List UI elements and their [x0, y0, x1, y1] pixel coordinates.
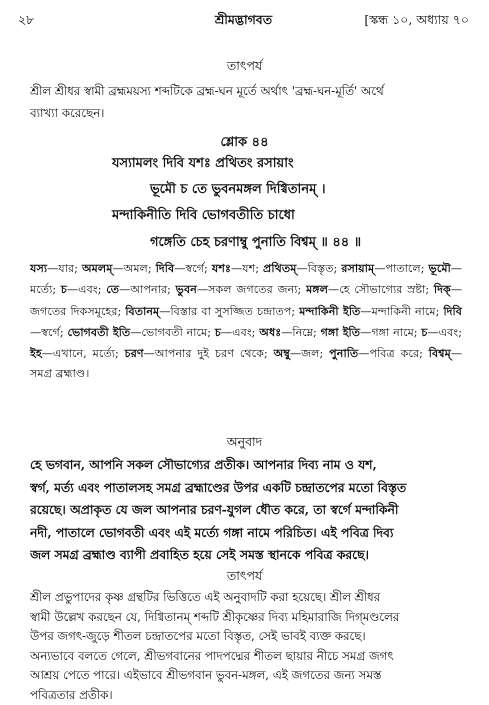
- synonym-meaning: বিস্তার বা সুসজ্জিত চন্দ্রাতপ;: [170, 305, 295, 318]
- synonym-word: মন্দাকিনী ইতি: [299, 304, 360, 318]
- synonym-word: চ: [215, 325, 221, 339]
- synonym-meaning: জগতের দিকসমূহের;: [30, 305, 121, 318]
- translation-line: রয়েছে। অপ্রাকৃত যে জল আপনার চরণ-যুগল ধৌত করে, তা স্বর্গে মন্দাকিনী: [30, 499, 462, 522]
- page-header: [18, 12, 469, 30]
- purport-line: শ্রীল প্রভুপাদের কৃষ্ণ গ্রন্থটির ভিত্তিতে এই অনুবাদটি করা হয়েছে। শ্রীল শ্রীধর: [30, 588, 462, 608]
- purport-heading: তাৎপর্য: [0, 58, 489, 78]
- purport-paragraph: [30, 81, 462, 125]
- synonym-meaning: গঙ্গা নামে;: [371, 326, 417, 339]
- synonym-meaning: জল;: [301, 347, 323, 360]
- translation-line: নদী, পাতালে ভোগবতী এবং এই মর্ত্যে গঙ্গা নামে পরিচিত। এই পবিত্র দিব্য: [30, 522, 462, 545]
- synonym-meaning: সকল জগতের জন্য;: [208, 283, 301, 296]
- synonym-word: দিবি: [443, 304, 462, 318]
- synonym-meaning: সমগ্র ব্রহ্মাণ্ড।: [30, 367, 89, 380]
- synonym-word: বিশ্বম্‌: [429, 346, 451, 360]
- synonym-word: বিতানম্‌: [125, 304, 159, 318]
- chapter-reference: [স্কন্ধ ১০, অধ্যায় ৭০: [364, 12, 469, 32]
- synonym-meaning: যার;: [58, 262, 78, 275]
- translation-line: স্বর্গ, মর্ত্য এবং পাতালসহ সমগ্র ব্রহ্মাণ্ডের উপর একটি চন্দ্রাতপের মতো বিস্তৃত: [30, 477, 462, 500]
- verse-line: ভূমৌ চ তে ভুবনমঙ্গল দিগ্বিতানম্‌ ।: [150, 180, 325, 201]
- purport-line: অন্যভাবে বলতে গেলে, শ্রীভগবানের পাদপদ্মের শীতল ছায়ার নীচে সমগ্র জগৎ: [30, 647, 462, 667]
- synonym-meaning: স্বর্গে;: [41, 326, 63, 339]
- synonym-meaning: মন্দাকিনী নামে;: [372, 305, 440, 318]
- word-for-word-synonyms: যস্য—যার; অমলম্‌—অমল; দিবি—স্বর্গে; যশঃ—যশ; প্রথিতম্‌—বিস্তৃত; রসায়াম্‌—পাতালে; ভূমৌ—মর্ত্যে; চ—এবং; তে—আপনার; ভুবন—সকল জগতের জন্য; মঙ্গল—হে সৌভাগ্যের স্রষ্টা; দিক্‌—জগতের দিকসমূহের; বিতানম্‌—বিস্তার বা সুসজ্জিত চন্দ্রাতপ; মন্দাকিনী ইতি—মন্দাকিনী নামে; দিবি—স্বর্গে; ভোগবতী ইতি—ভোগবতী নামে; চ—এবং; অধঃ—নিম্নে; গঙ্গা ইতি—গঙ্গা নামে; চ—এবং; ইহ—এখানে, মর্ত্যে; চরণ—আপনার দুই চরণ থেকে; অম্বু—জল; পুনাতি—পবিত্র করে; বিশ্বম্‌—সমগ্র ব্রহ্মাণ্ড।: [30, 258, 462, 385]
- purport-line: ব্যাখ্যা করেছেন।: [30, 103, 462, 125]
- purport-line: স্বামী উল্লেখ করছেন যে, দিগ্বিতানম্‌ শব্দটি শ্রীকৃষ্ণের দিব্য মহিমারাজি দিগ্‌মণ্ডলের: [30, 608, 462, 628]
- synonym-word: অম্বু: [274, 346, 290, 360]
- synonym-word: দিক্‌: [434, 282, 451, 296]
- synonym-word: ভূমৌ: [429, 261, 451, 275]
- purport-line: আশ্রয় পেতে পারে। এইভাবে শ্রীভগবান ভুবন-মঙ্গল, এই জগতের জন্য সমস্ত: [30, 666, 462, 686]
- synonym-word: প্রথিতম্‌: [263, 261, 296, 275]
- synonym-meaning: এখানে, মর্ত্যে;: [53, 347, 119, 360]
- synonym-word: রসায়াম্‌: [341, 261, 374, 275]
- synonym-meaning: পবিত্র করে;: [369, 347, 422, 360]
- synonym-word: চ: [61, 282, 67, 296]
- synonym-meaning: অমল;: [124, 262, 152, 275]
- translation-line: হে ভগবান, আপনি সকল সৌভাগ্যের প্রতীক। আপনার দিব্য নাম ও যশ,: [30, 454, 462, 477]
- synonym-word: গঙ্গা ইতি: [321, 325, 361, 339]
- synonym-word: দিবি: [156, 261, 175, 275]
- synonym-meaning: নিম্নে;: [292, 326, 316, 339]
- translation-heading: অনুবাদ: [0, 434, 489, 454]
- synonym-word: ভোগবতী ইতি: [67, 325, 130, 339]
- purport-heading: তাৎপর্য: [0, 568, 489, 588]
- synonym-word: পুনাতি: [329, 346, 358, 360]
- purport-line: পবিত্রতার প্রতীক।: [30, 686, 462, 705]
- synonym-word: তে: [106, 282, 119, 296]
- synonym-word: মঙ্গল: [306, 282, 328, 296]
- purport-line: উপর জগৎ-জুড়ে শীতল চন্দ্রাতপের মতো বিস্তৃত, সেই ভাবই ব্যক্ত করছে।: [30, 627, 462, 647]
- verse-line: গঙ্গেতি চেহ চরণাম্বু পুনাতি বিশ্বম্‌ ॥ ৪৪ ॥: [150, 233, 361, 254]
- synonym-word: ভুবন: [176, 282, 197, 296]
- synonym-meaning: স্বর্গে;: [185, 262, 207, 275]
- synonym-word: অধঃ: [259, 325, 281, 339]
- synonym-meaning: ভোগবতী নামে;: [142, 326, 212, 339]
- synonym-word: চ: [421, 325, 427, 339]
- verse-number: শ্লোক ৪৪: [0, 133, 489, 154]
- verse-line: মন্দাকিনীতি দিবি ভোগবতীতি চাধো: [112, 206, 295, 227]
- verse-line: যস্যামলং দিবি যশঃ প্রথিতং রসায়াং: [112, 154, 294, 175]
- synonym-meaning: আপনার;: [130, 283, 171, 296]
- synonym-word: চরণ: [125, 346, 144, 360]
- synonym-meaning: এবং;: [232, 326, 255, 339]
- synonym-meaning: এবং;: [78, 283, 101, 296]
- purport-paragraph: [30, 588, 462, 705]
- synonym-meaning: হে সৌভাগ্যের স্রষ্টা;: [339, 283, 429, 296]
- synonym-meaning: বিস্তৃত;: [308, 262, 338, 275]
- translation-paragraph: [30, 454, 462, 567]
- synonym-meaning: আপনার দুই চরণ থেকে;: [155, 347, 268, 360]
- synonym-word: ইহ: [30, 346, 42, 360]
- synonym-word: যস্য: [30, 261, 47, 275]
- synonym-meaning: যশ;: [242, 262, 259, 275]
- synonym-word: অমলম্‌: [82, 261, 112, 275]
- synonym-meaning: পাতালে;: [385, 262, 424, 275]
- synonym-meaning: মর্ত্যে;: [30, 283, 56, 296]
- book-title: শ্রীমদ্ভাগবত: [18, 12, 469, 32]
- synonym-meaning: এবং;: [439, 326, 462, 339]
- purport-line: শ্রীল শ্রীধর স্বামী ব্রহ্মময়স্য শব্দটিকে ব্রহ্ম-ঘন মূর্তে অর্থাৎ 'ব্রহ্ম-ঘন-মূর্তি' অর্থে: [30, 81, 462, 103]
- page-number: ২৮: [18, 12, 34, 32]
- translation-line: জল সমগ্র ব্রহ্মাণ্ড ব্যাপী প্রবাহিত হয়ে সেই সমস্ত স্থানকে পবিত্র করছে।: [30, 544, 462, 567]
- synonym-word: যশঃ: [212, 261, 231, 275]
